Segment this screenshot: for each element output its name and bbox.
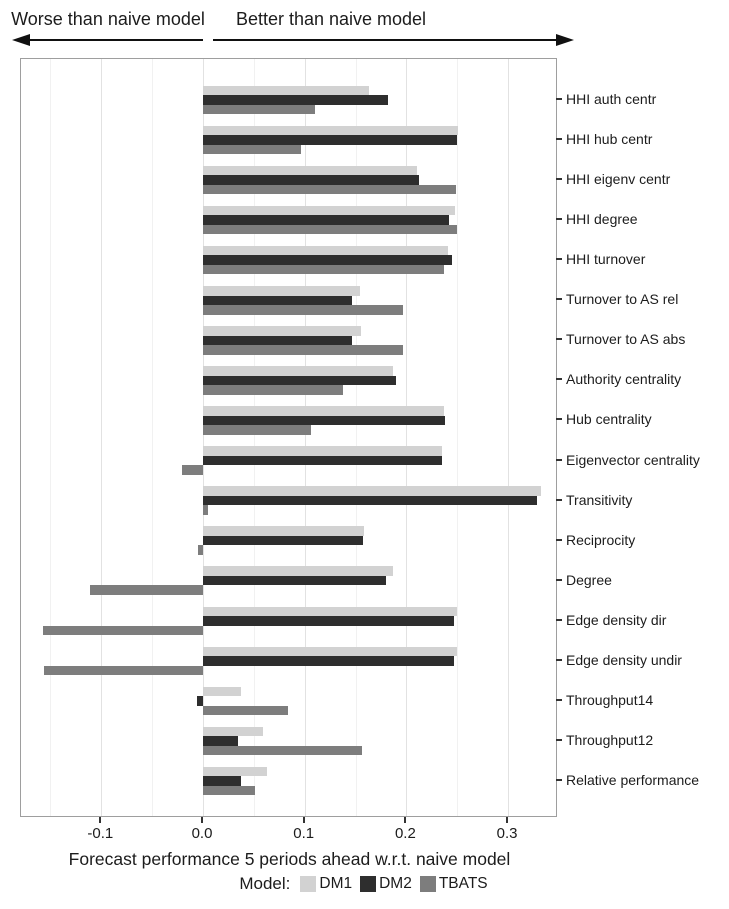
legend-label: DM2 bbox=[379, 875, 412, 892]
bar-dm2-6 bbox=[203, 336, 352, 346]
gridline-minor bbox=[50, 59, 51, 816]
category-tick bbox=[556, 178, 562, 180]
category-label: Reciprocity bbox=[566, 531, 636, 548]
category-tick bbox=[556, 779, 562, 781]
legend-item-dm2 bbox=[360, 875, 412, 893]
x-tick-label: -0.1 bbox=[87, 825, 114, 842]
x-tick-label: 0.1 bbox=[293, 825, 315, 842]
category-label: Edge density dir bbox=[566, 611, 667, 628]
x-tick-label: 0.2 bbox=[394, 825, 416, 842]
category-label: Transitivity bbox=[566, 491, 633, 508]
bar-dm1-6 bbox=[203, 326, 361, 336]
bar-tbats-12 bbox=[90, 585, 203, 595]
bar-dm1-2 bbox=[203, 166, 417, 176]
gridline-major bbox=[101, 59, 102, 816]
bar-dm2-16 bbox=[203, 736, 238, 746]
bar-dm1-11 bbox=[203, 526, 364, 536]
bar-dm2-15 bbox=[197, 696, 203, 706]
plot-area bbox=[20, 58, 557, 817]
bar-tbats-9 bbox=[182, 465, 203, 475]
x-tick bbox=[404, 817, 406, 823]
bar-dm1-1 bbox=[203, 126, 458, 136]
category-label: HHI degree bbox=[566, 211, 638, 228]
bar-tbats-4 bbox=[203, 265, 444, 275]
x-tick-label: 0.3 bbox=[496, 825, 518, 842]
bar-tbats-0 bbox=[203, 105, 315, 115]
bar-dm2-4 bbox=[203, 255, 452, 265]
category-tick bbox=[556, 459, 562, 461]
annotation-better-label: Better than naive model bbox=[235, 9, 427, 29]
bar-dm2-7 bbox=[203, 376, 396, 386]
bar-dm1-12 bbox=[203, 566, 393, 576]
legend-swatch-dm1 bbox=[300, 876, 316, 892]
category-tick bbox=[556, 499, 562, 501]
bar-dm2-8 bbox=[203, 416, 445, 426]
bar-dm1-16 bbox=[203, 727, 263, 737]
category-tick bbox=[556, 579, 562, 581]
bar-dm1-7 bbox=[203, 366, 393, 376]
legend-item-tbats bbox=[420, 875, 488, 893]
bar-dm1-17 bbox=[203, 767, 267, 777]
legend bbox=[0, 874, 729, 894]
bar-dm2-11 bbox=[203, 536, 363, 546]
bar-tbats-14 bbox=[44, 666, 203, 676]
category-label: HHI turnover bbox=[566, 251, 646, 268]
bar-dm2-17 bbox=[203, 776, 241, 786]
bar-tbats-2 bbox=[203, 185, 456, 195]
category-label: Eigenvector centrality bbox=[566, 451, 700, 468]
legend-item-dm1 bbox=[300, 875, 352, 893]
gridline-major bbox=[508, 59, 509, 816]
x-tick bbox=[303, 817, 305, 823]
category-tick bbox=[556, 338, 562, 340]
legend-title: Model: bbox=[239, 874, 291, 893]
bar-dm2-1 bbox=[203, 135, 457, 145]
bar-dm2-5 bbox=[203, 296, 352, 306]
category-label: HHI eigenv centr bbox=[566, 171, 671, 188]
direction-arrows-icon bbox=[0, 30, 729, 52]
category-label: Edge density undir bbox=[566, 651, 682, 668]
bar-dm2-10 bbox=[203, 496, 537, 506]
bar-tbats-3 bbox=[203, 225, 457, 235]
category-label: Relative performance bbox=[566, 772, 700, 789]
bar-tbats-13 bbox=[43, 626, 203, 636]
category-tick bbox=[556, 138, 562, 140]
x-tick bbox=[99, 817, 101, 823]
bar-dm1-9 bbox=[203, 446, 442, 456]
category-tick bbox=[556, 98, 562, 100]
bar-dm1-3 bbox=[203, 206, 455, 216]
legend-label: DM1 bbox=[319, 875, 353, 892]
bar-dm1-15 bbox=[203, 687, 241, 697]
bar-dm1-5 bbox=[203, 286, 360, 296]
category-tick bbox=[556, 739, 562, 741]
legend-swatch-tbats bbox=[420, 876, 436, 892]
legend-swatch-dm2 bbox=[360, 876, 376, 892]
x-tick bbox=[201, 817, 203, 823]
bar-tbats-5 bbox=[203, 305, 403, 315]
category-tick bbox=[556, 699, 562, 701]
legend-label: TBATS bbox=[438, 875, 488, 892]
category-tick bbox=[556, 218, 562, 220]
category-label: Turnover to AS abs bbox=[566, 331, 686, 348]
x-axis-title: Forecast performance 5 periods ahead w.r.t. naive model bbox=[68, 849, 511, 869]
bar-dm2-0 bbox=[203, 95, 388, 105]
bar-dm1-10 bbox=[203, 486, 541, 496]
bar-dm2-3 bbox=[203, 215, 449, 225]
category-label: Turnover to AS rel bbox=[566, 291, 679, 308]
category-label: HHI auth centr bbox=[566, 91, 657, 107]
bar-dm1-8 bbox=[203, 406, 444, 416]
bar-dm2-2 bbox=[203, 175, 419, 185]
bar-tbats-6 bbox=[203, 345, 403, 355]
category-label: Throughput12 bbox=[566, 731, 654, 748]
bar-dm1-0 bbox=[203, 86, 369, 96]
legend-items bbox=[300, 875, 489, 893]
bar-dm1-14 bbox=[203, 647, 457, 657]
bar-dm1-4 bbox=[203, 246, 448, 256]
annotation-worse-label: Worse than naive model bbox=[11, 9, 205, 29]
bar-tbats-8 bbox=[203, 425, 311, 435]
bar-dm2-14 bbox=[203, 656, 454, 666]
gridline-minor bbox=[152, 59, 153, 816]
bar-tbats-11 bbox=[198, 545, 203, 555]
category-tick bbox=[556, 298, 562, 300]
category-tick bbox=[556, 659, 562, 661]
category-tick bbox=[556, 418, 562, 420]
gridline-minor bbox=[457, 59, 458, 816]
bar-dm2-13 bbox=[203, 616, 454, 626]
bar-tbats-15 bbox=[203, 706, 288, 716]
category-tick bbox=[556, 619, 562, 621]
category-tick bbox=[556, 258, 562, 260]
category-label: Throughput14 bbox=[566, 691, 654, 708]
bar-tbats-1 bbox=[203, 145, 301, 155]
bar-dm2-12 bbox=[203, 576, 386, 586]
bar-dm2-9 bbox=[203, 456, 442, 466]
category-label: HHI hub centr bbox=[566, 131, 653, 148]
bar-tbats-16 bbox=[203, 746, 362, 756]
x-tick bbox=[506, 817, 508, 823]
bar-tbats-10 bbox=[203, 505, 208, 515]
category-tick bbox=[556, 378, 562, 380]
category-tick bbox=[556, 539, 562, 541]
x-tick-label: 0.0 bbox=[191, 825, 213, 842]
category-label: Hub centrality bbox=[566, 411, 652, 428]
bar-tbats-7 bbox=[203, 385, 343, 395]
bar-tbats-17 bbox=[203, 786, 255, 796]
bar-dm1-13 bbox=[203, 607, 457, 617]
category-label: Degree bbox=[566, 571, 612, 588]
category-label: Authority centrality bbox=[566, 371, 682, 388]
